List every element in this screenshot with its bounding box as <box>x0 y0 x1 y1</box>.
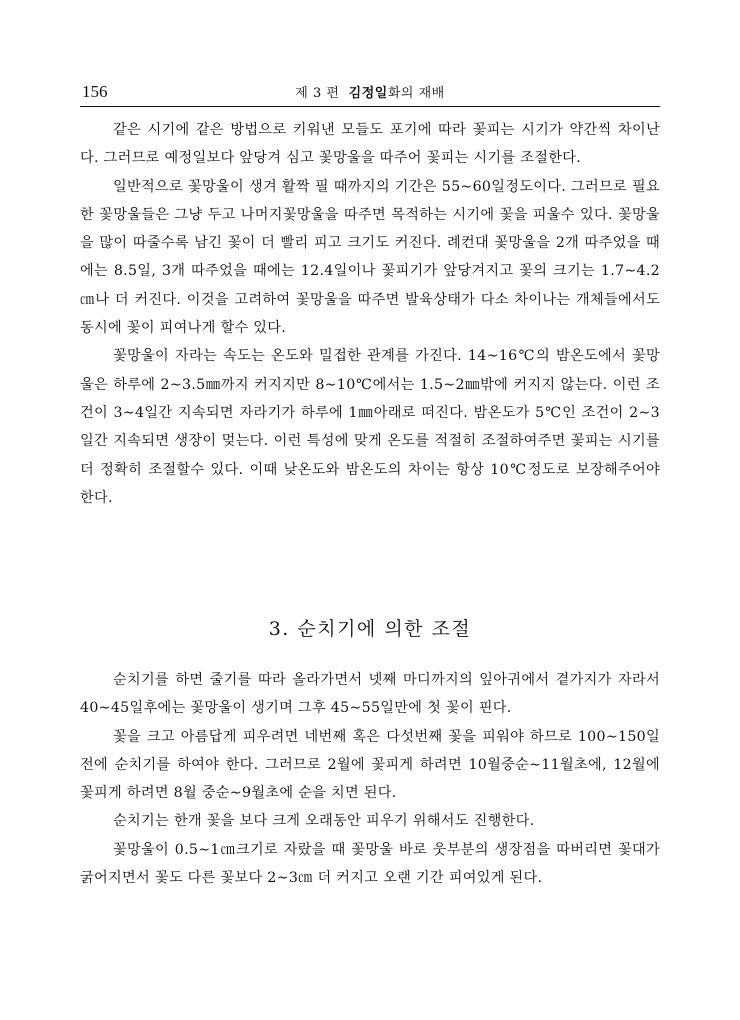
header-rule <box>80 106 660 107</box>
paragraph: 꽃을 크고 아름답게 피우려면 네번째 혹은 다섯번째 꽃을 피워야 하므로 100∼150일전에 순치기를 하여야 한다. 그러므로 2월에 꽃피게 하려면 10월중순∼11월초에, 12월에 꽃피게 하려면 8월 중순∼9월초에 순을 치면 된다. <box>80 728 660 802</box>
paragraph: 꽃망울이 0.5∼1㎝크기로 자랐을 때 꽃망울 바로 웃부분의 생장점을 따버리면 꽃대가 굵어지면서 꽃도 다른 꽃보다 2∼3㎝ 더 커지고 오랜 기간 피여있게 된다. <box>80 841 660 887</box>
paragraph: 순치기는 한개 꽃을 보다 크게 오래동안 피우기 위해서도 진행한다. <box>113 813 535 830</box>
running-head <box>80 82 660 101</box>
paragraph: 순치기를 하면 줄기를 따라 올라가면서 넷째 마디까지의 잎아귀에서 곁가지가 자라서 40∼45일후에는 꽃망울이 생기며 그후 45∼55일만에 첫 꽃이 핀다. <box>80 672 660 717</box>
running-head-part: 제 3 편 <box>295 86 340 101</box>
running-head-title-bold: 김정일 <box>348 86 388 101</box>
running-head-title-rest: 화의 재배 <box>387 86 445 101</box>
paragraph: 일반적으로 꽃망울이 생겨 활짝 필 때까지의 기간은 55∼60일정도이다. 그러므로 필요한 꽃망울들은 그냥 두고 나머지꽃망울을 따주면 목적하는 시기에 꽃을 피울수 있다. 꽃망울을 많이 따줄수록 남긴 꽃이 더 빨리 피고 크기도 커진다. 례컨대 꽃망울을 2개 따주었을 때에는 8.5일, 3개 따주었을 때에는 12.4일이나 꽃피기가 앞당겨지고 꽃의 크기는 1.7∼4.2㎝나 더 커진다. 이것을 고려하여 꽃망울을 따주면 발육상태가 다소 차이나는 개체들에서도 동시에 꽃이 피여나게 할수 있다. <box>80 178 660 337</box>
paragraph: 꽃망울이 자라는 속도는 온도와 밀접한 관계를 가진다. 14∼16℃의 밤온도에서 꽃망울은 하루에 2∼3.5㎜까지 커지지만 8∼10℃에서는 1.5∼2㎜밖에 커지지 않는다. 이런 조건이 3∼4일간 지속되면 자라기가 하루에 1㎜아래로 떠진다. 밤온도가 5℃인 조건이 2∼3일간 지속되면 생장이 멎는다. 이런 특성에 맞게 온도를 적절히 조절하여주면 꽃피는 시기를 더 정확히 조절할수 있다. 이때 낮온도와 밤온도의 차이는 항상 10℃정도로 보장해주어야 한다. <box>80 348 660 506</box>
section-heading: 3. 순치기에 의한 조절 <box>268 618 472 640</box>
body-section-a <box>80 116 660 512</box>
page-header <box>80 80 660 108</box>
body-section-b <box>80 666 660 892</box>
page-number: 156 <box>82 82 108 101</box>
paragraph: 같은 시기에 같은 방법으로 키워낸 모들도 포기에 따라 꽃피는 시기가 약간씩 차이난다. 그러므로 예정일보다 앞당겨 심고 꽃망울을 따주어 꽃피는 시기를 조절한다. <box>80 122 660 167</box>
